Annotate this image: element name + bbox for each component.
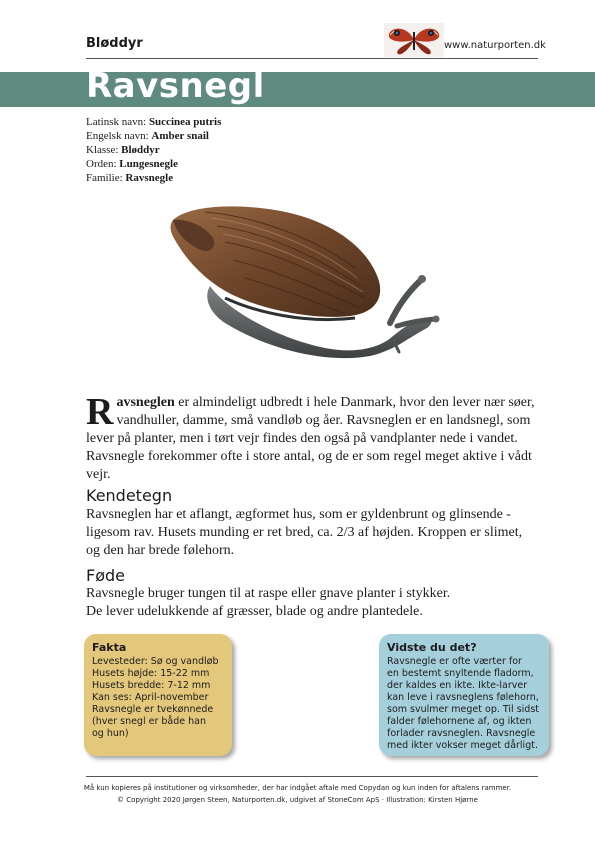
taxonomy-row: Klasse: Bløddyr xyxy=(86,144,160,156)
drop-cap: R xyxy=(86,391,114,433)
did-you-know-line: Ravsnegle er ofte værter for xyxy=(387,656,522,667)
section-body-foede xyxy=(86,585,538,621)
taxonomy-value: Amber snail xyxy=(151,130,209,142)
intro-line: vandhuller, damme, små vandløb og åer. Ravsneglen er en landsnegl, som xyxy=(116,413,531,428)
did-you-know-lines xyxy=(387,656,549,752)
did-you-know-line: en bestemt snyltende fladorm, xyxy=(387,668,534,679)
site-url: www.naturporten.dk xyxy=(444,40,546,51)
intro-line: vejr. xyxy=(86,467,111,482)
taxonomy-value: Bløddyr xyxy=(121,144,160,156)
section-heading-kendetegn: Kendetegn xyxy=(86,486,173,505)
butterfly-icon xyxy=(384,23,444,57)
fakta-line: og hun) xyxy=(92,728,129,739)
intro-line: er almindeligt udbredt i hele Danmark, hvor den lever nær søer, xyxy=(178,395,535,410)
taxonomy-row: Orden: Lungesnegle xyxy=(86,158,178,170)
footer-divider xyxy=(86,776,538,777)
taxonomy-value: Lungesnegle xyxy=(119,158,178,170)
snail-illustration xyxy=(165,198,445,368)
intro-lead-word: avsneglen xyxy=(116,395,175,410)
taxonomy-value: Ravsnegle xyxy=(125,172,174,184)
did-you-know-box xyxy=(379,634,549,756)
section-line: Ravsnegle bruger tungen til at raspe eller gnave planter i stykker. xyxy=(86,586,451,601)
did-you-know-line: falder følehornene af, og ikten xyxy=(387,716,532,727)
fakta-line: Ravsnegle er tvekønnede xyxy=(92,704,214,715)
taxonomy-list xyxy=(86,115,221,185)
page-title: Ravsnegl xyxy=(86,66,265,106)
intro-line: Ravsnegle forekommer ofte i store antal, og de er som regel meget aktive i vådt xyxy=(86,449,532,464)
page-category: Bløddyr xyxy=(86,36,143,51)
fakta-lines xyxy=(92,656,232,740)
fakta-box xyxy=(84,634,232,756)
section-heading-foede: Føde xyxy=(86,566,125,585)
fakta-line: (hver snegl er både han xyxy=(92,716,207,727)
fakta-line: Kan ses: April-november xyxy=(92,692,209,703)
fakta-title: Fakta xyxy=(92,641,127,654)
intro-paragraph xyxy=(86,391,538,484)
did-you-know-title: Vidste du det? xyxy=(387,641,477,654)
did-you-know-line: som svulmer meget op. Til sidst xyxy=(387,704,539,715)
header-divider xyxy=(86,58,538,59)
taxonomy-row: Latinsk navn: Succinea putris xyxy=(86,116,222,128)
did-you-know-line: med ikter vokser meget dårligt. xyxy=(387,740,538,751)
did-you-know-line: kan leve i ravsneglens følehorn, xyxy=(387,692,539,703)
did-you-know-line: der kaldes en ikte. Ikte-larver xyxy=(387,680,528,691)
section-line: ligesom rav. Husets munding er ret bred, ca. 2/3 af højden. Kroppen er slimet, xyxy=(86,525,523,540)
footer-copyright: © Copyright 2020 Jørgen Steen, Naturporten.dk, udgivet af StoneCom ApS · Illustration: Kirsten Hjørne xyxy=(117,796,478,804)
taxonomy-row: Engelsk navn: Amber snail xyxy=(86,130,209,142)
section-line: De lever udelukkende af græsser, blade og andre plantedele. xyxy=(86,604,423,619)
did-you-know-line: forlader ravsneglen. Ravsnegle xyxy=(387,728,536,739)
taxonomy-value: Succinea putris xyxy=(148,116,222,128)
intro-line: lever på planter, men i tørt vejr findes den også på vandplanter nede i vandet. xyxy=(86,431,518,446)
taxonomy-row: Familie: Ravsnegle xyxy=(86,172,174,184)
section-line: Ravsneglen har et aflangt, ægformet hus, som er gyldenbrunt og glinsende - xyxy=(86,507,511,522)
fakta-line: Levesteder: Sø og vandløb xyxy=(92,656,219,667)
footer-license: Må kun kopieres på institutioner og virksomheder, der har indgået aftale med Copydan og kun inden for aftalens rammer. xyxy=(83,784,512,792)
fakta-line: Husets højde: 15-22 mm xyxy=(92,668,210,679)
fakta-line: Husets bredde: 7-12 mm xyxy=(92,680,211,691)
section-body-kendetegn xyxy=(86,506,538,560)
section-line: og den har brede følehorn. xyxy=(86,543,235,558)
